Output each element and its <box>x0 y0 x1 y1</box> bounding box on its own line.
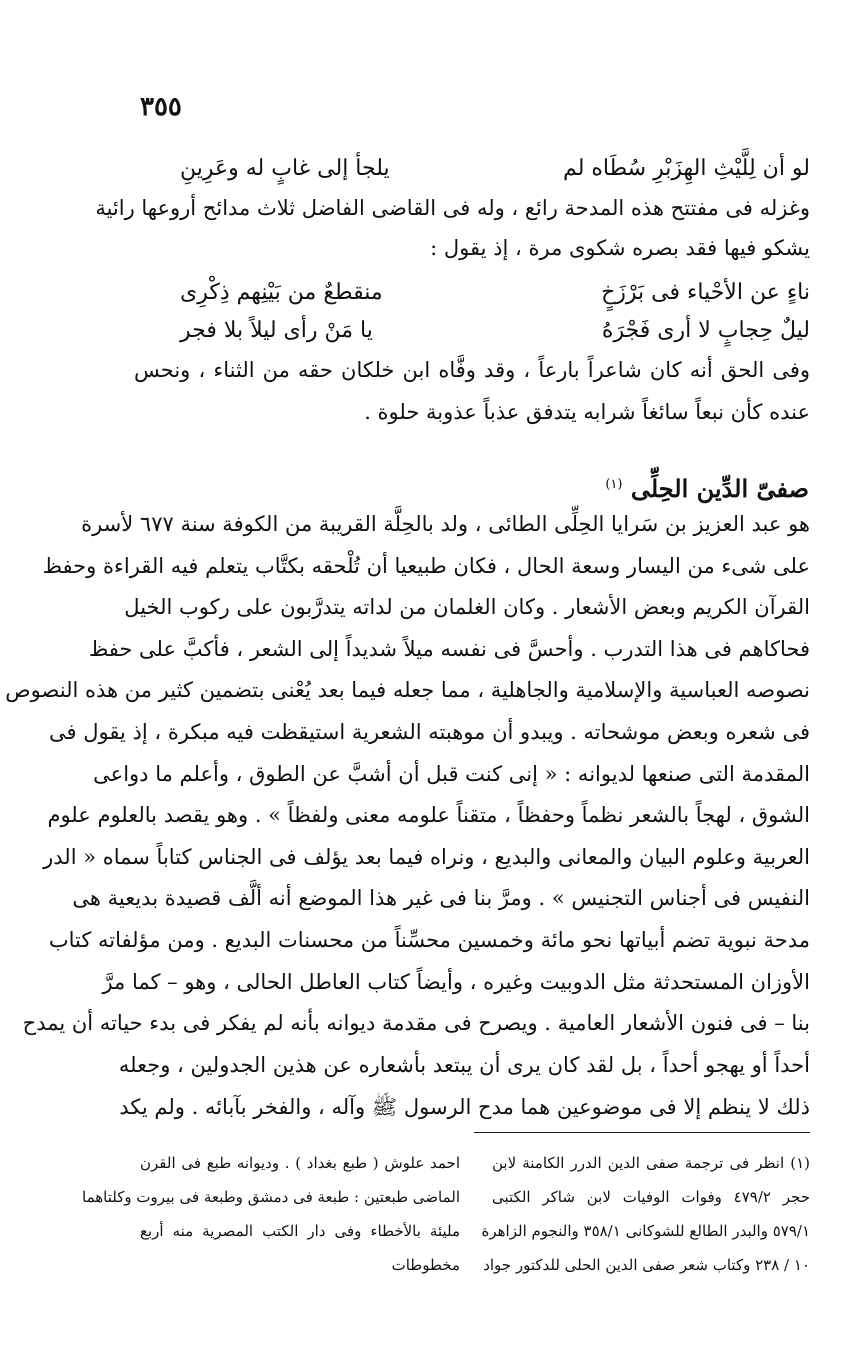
verse-hemistich-left: منقطعٌ من بَيْنِهم ذِكْرِى <box>180 280 383 305</box>
verse-line <box>180 280 810 320</box>
verse-hemistich-right: لو أن لِلَّيْثِ الهِزَبْرِ سُطَاه لم <box>563 156 810 181</box>
footnote-line: حجر ٤٧٩/٢ وفوات الوفيات لابن شاكر الكتبى <box>492 1188 810 1206</box>
footnote-line: ١٠ / ٢٣٨ وكتاب شعر صفى الدين الحلى للدكتور جواد <box>483 1256 810 1274</box>
page-number: ٣٥٥ <box>140 92 182 122</box>
verse-hemistich-left: يا مَنْ رأى ليلاً بلا فجر <box>180 318 373 343</box>
body-line: مدحة نبوية تضم أبياتها نحو مائة وخمسين محسِّناً من محسنات البديع . ومن مؤلفاته كتاب <box>48 928 810 952</box>
paragraph-line: وفى الحق أنه كان شاعراً بارعاً ، وقد وفَّاه ابن خلكان حقه من الثناء ، ونحس <box>134 358 810 382</box>
footnote-column-left <box>82 1146 460 1282</box>
paragraph-line: عنده كأن نبعاً سائغاً شرابه يتدفق عذباً عذوبة حلوة . <box>364 400 810 424</box>
verse-hemistich-right: ناءٍ عن الأحْياء فى بَرْزَخٍ <box>601 280 810 305</box>
footnote-line: الماضى طبعتين : طبعة فى دمشق وطبعة فى بيروت وكلتاهما <box>82 1188 460 1206</box>
verse-hemistich-left: يلجأ إلى غابٍ له وعَرِينِ <box>180 156 390 181</box>
body-line: فى شعره وبعض موشحاته . ويبدو أن موهبته الشعرية استيقظت فيه مبكرة ، إذ يقول فى <box>49 720 810 744</box>
body-line: أحداً أو يهجو أحداً ، بل لقد كان يرى أن يبتعد بأشعاره عن هذين الجدولين ، وجعله <box>118 1053 810 1077</box>
footnote-line: (١) انظر فى ترجمة صفى الدين الدرر الكامنة لابن <box>492 1154 810 1172</box>
body-line: المقدمة التى صنعها لديوانه : « إنى كنت قبل أن أشبَّ عن الطوق ، وأعلم ما دواعى <box>93 762 810 786</box>
verse-line <box>180 318 810 358</box>
body-line: العربية وعلوم البيان والمعانى والبديع ، ونراه فيما بعد يؤلف فى الجناس كتاباً سماه « الدر <box>43 845 810 869</box>
body-line: نصوصه العباسية والإسلامية والجاهلية ، مما جعله فيما بعد يُعْنى بتضمين كثير من هذه النصوص <box>5 678 810 702</box>
body-line: ذلك لا ينظم إلا فى موضوعين هما مدح الرسول ﷺ وآله ، والفخر بآبائه . ولم يكد <box>119 1095 810 1119</box>
body-line: النفيس فى أجناس التجنيس » . ومرَّ بنا فى غير هذا الموضع أنه ألَّف قصيدة بديعية هى <box>72 886 810 910</box>
footnote-line: مليئة بالأخطاء وفى دار الكتب المصرية منه أربع <box>140 1222 460 1240</box>
footnote-mark: (١) <box>605 477 623 492</box>
body-line: القرآن الكريم وبعض الأشعار . وكان الغلمان من لداته يتدرَّبون على ركوب الخيل <box>124 595 810 619</box>
body-line: الشوق ، لهجاً بالشعر نظماً وحفظاً ، متقناً علومه معنى ولفظاً » . وهو يقصد بالعلوم علوم <box>47 803 810 827</box>
footnote-line: ٥٧٩/١ والبدر الطالع للشوكانى ٣٥٨/١ والنجوم الزاهرة <box>481 1222 810 1240</box>
verse-line <box>180 156 810 196</box>
paragraph-line: وغزله فى مفتتح هذه المدحة رائع ، وله فى القاضى الفاضل ثلاث مدائح أروعها رائية <box>95 196 810 220</box>
body-line: هو عبد العزيز بن سَرايا الحِلِّى الطائى ، ولد بالحِلَّة القريبة من الكوفة سنة ٦٧٧ لأسرة <box>81 512 810 536</box>
paragraph-line: يشكو فيها فقد بصره شكوى مرة ، إذ يقول : <box>430 236 810 260</box>
body-line: على شىء من اليسار وسعة الحال ، فكان طبيعيا أن تُلْحقه بكتَّاب يتعلم فيه القراءة وحفظ <box>42 554 810 578</box>
footnote-divider <box>474 1132 810 1133</box>
section-heading <box>605 474 809 503</box>
body-line: فحاكاهم فى هذا التدرب . وأحسَّ فى نفسه ميلاً شديداً إلى الشعر ، فأكبَّ على حفظ <box>88 637 810 661</box>
verse-hemistich-right: ليلٌ حِجابٍ لا أرى فَجْرَهُ <box>601 318 810 343</box>
footnote-column-right <box>481 1146 810 1282</box>
footnote-line: مخطوطات <box>391 1256 460 1274</box>
footnote-line: احمد علوش ( طبع بغداد ) . وديوانه طبع فى القرن <box>140 1154 460 1172</box>
body-line: الأوزان المستحدثة مثل الدوبيت وغيره ، وأيضاً كتاب العاطل الحالى ، وهو – كما مرَّ <box>102 970 810 994</box>
body-line: بنا – فى فنون الأشعار العامية . ويصرح فى مقدمة ديوانه بأنه لم يفكر فى بدء حياته أن يمدح <box>22 1011 810 1035</box>
heading-title: صفىّ الدِّين الحِلِّى <box>630 474 809 503</box>
